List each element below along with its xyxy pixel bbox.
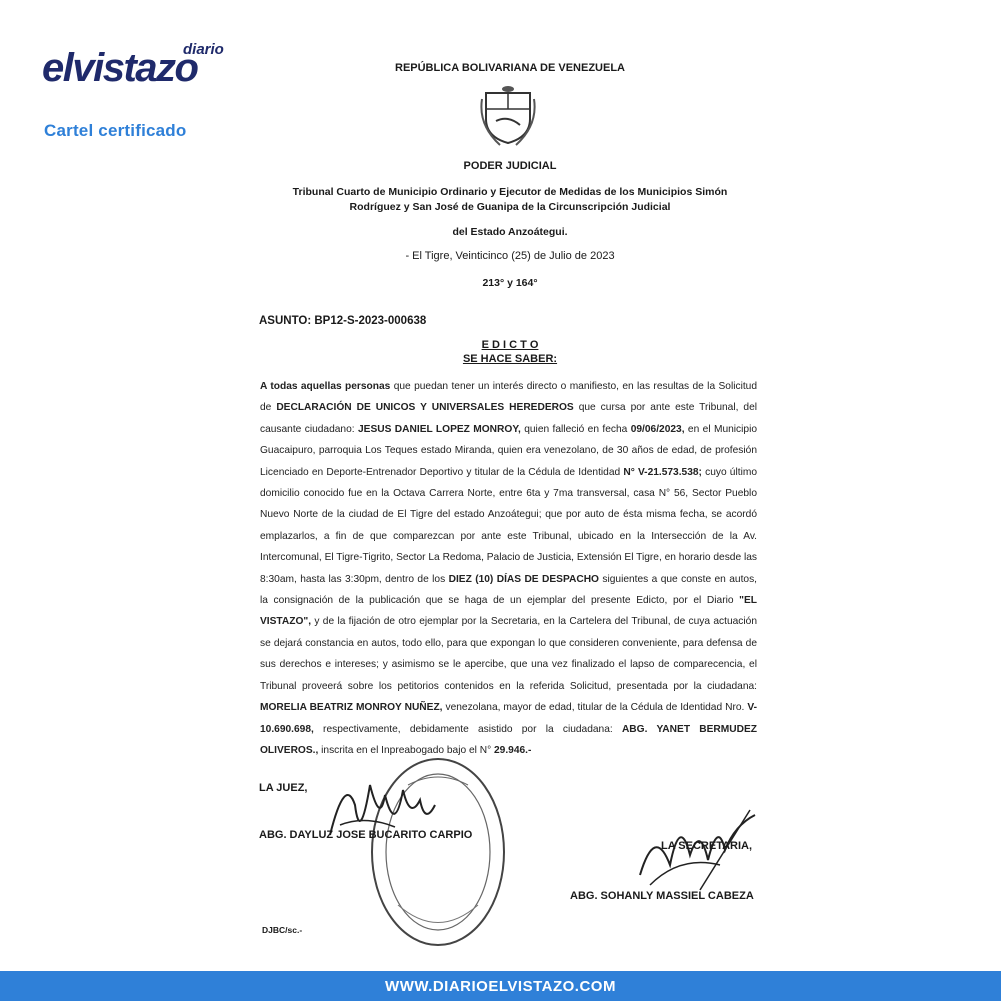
- logo-tagline: Cartel certificado: [44, 121, 187, 140]
- logo-brand-name: elvistazo: [42, 46, 198, 90]
- se-hace-saber: SE HACE SABER:: [462, 353, 558, 365]
- judge-name: ABG. DAYLUZ JOSE BUCARITO CARPIO: [259, 829, 473, 841]
- doc-years: 213° y 164°: [482, 277, 538, 289]
- edicto-title: E D I C T O: [481, 339, 539, 351]
- judge-label: LA JUEZ,: [259, 782, 308, 794]
- doc-asunto: ASUNTO: BP12-S-2023-000638: [259, 315, 427, 327]
- footer-url[interactable]: WWW.DIARIOELVISTAZO.COM: [385, 978, 616, 995]
- initials: DJBC/sc.-: [262, 925, 303, 935]
- judge-signature: [325, 765, 440, 855]
- doc-country: REPÚBLICA BOLIVARIANA DE VENEZUELA: [395, 62, 625, 74]
- doc-branch: PODER JUDICIAL: [463, 160, 557, 172]
- coat-of-arms-icon: [478, 85, 538, 147]
- logo-diario-word: diario: [183, 41, 224, 58]
- secretary-name: ABG. SOHANLY MASSIEL CABEZA: [570, 890, 754, 902]
- doc-date: - El Tigre, Veinticinco (25) de Julio de 2023: [405, 250, 615, 262]
- edict-body: A todas aquellas personas que puedan tener un interés directo o manifiesto, en las resultas de la Solicitud de DECLARACIÓN DE UNICOS Y UNIVERSALES HEREDEROS que cursa por ante este Tribunal, del causante ciudadano: JESUS DANIEL LOPEZ MONROY, quien falleció en fecha 09/06/2023, en el Municipio Guacaipuro, parroquia Los Teques estado Miranda, quien era venezolano, de 30 años de edad, de profesión Licenciado en Deporte-Entrenador Deportivo y titular de la Cédula de Identidad N° V-21.573.538; cuyo último domicilio conocido fue en la Octava Carrera Norte, entre 6ta y 7ma transversal, casa N° 56, Sector Pueblo Nuevo Norte de la ciudad de El Tigre del estado Anzoátegui; que por auto de ésta misma fecha, se acordó emplazarlos, a fin de que comparezcan por ante este Tribunal, ubicado en la Intersección de la Av. Intercomunal, El Tigre-Tigrito, Sector La Redoma, Palacio de Justicia, Extensión El Tigre, en horario desde las 8:30am, hasta las 3:30pm, dentro de los DIEZ (10) DÍAS DE DESPACHO siguientes a que conste en autos, la consignación de la publicación que se haga de un ejemplar del presente Edicto, por el Diario "EL VISTAZO", y de la fijación de otro ejemplar por la Secretaria, en la Cartelera del Tribunal, de cuya actuación se dejará constancia en autos, todo ello, para que expongan lo que consideren conveniente, para defensa de sus derechos e intereses; y asimismo se le apercibe, que una vez finalizado el lapso de comparecencia, el Tribunal proveerá sobre los petitorios contenidos en la referida Solicitud, presentada por la ciudadana: MORELIA BEATRIZ MONROY NUÑEZ, venezolana, mayor de edad, titular de la Cédula de Identidad Nro. V-10.690.698, respectivamente, debidamente asistido por la ciudadana: ABG. YANET BERMUDEZ OLIVEROS., inscrita en el Inpreabogado bajo el N° 29.946.-: [260, 381, 758, 756]
- doc-court-line3: del Estado Anzoátegui.: [452, 226, 568, 238]
- doc-subtitle: [250, 353, 770, 365]
- doc-court-line2: Rodríguez y San José de Guanipa de la Circunscripción Judicial: [349, 201, 671, 213]
- brand-logo: [42, 40, 224, 140]
- doc-title: [250, 339, 770, 351]
- secretary-label: LA SECRETARIA,: [661, 840, 753, 852]
- doc-court-line1: Tribunal Cuarto de Municipio Ordinario y Ejecutor de Medidas de los Municipios Simón: [292, 186, 728, 198]
- footer-bar: [0, 971, 1001, 1001]
